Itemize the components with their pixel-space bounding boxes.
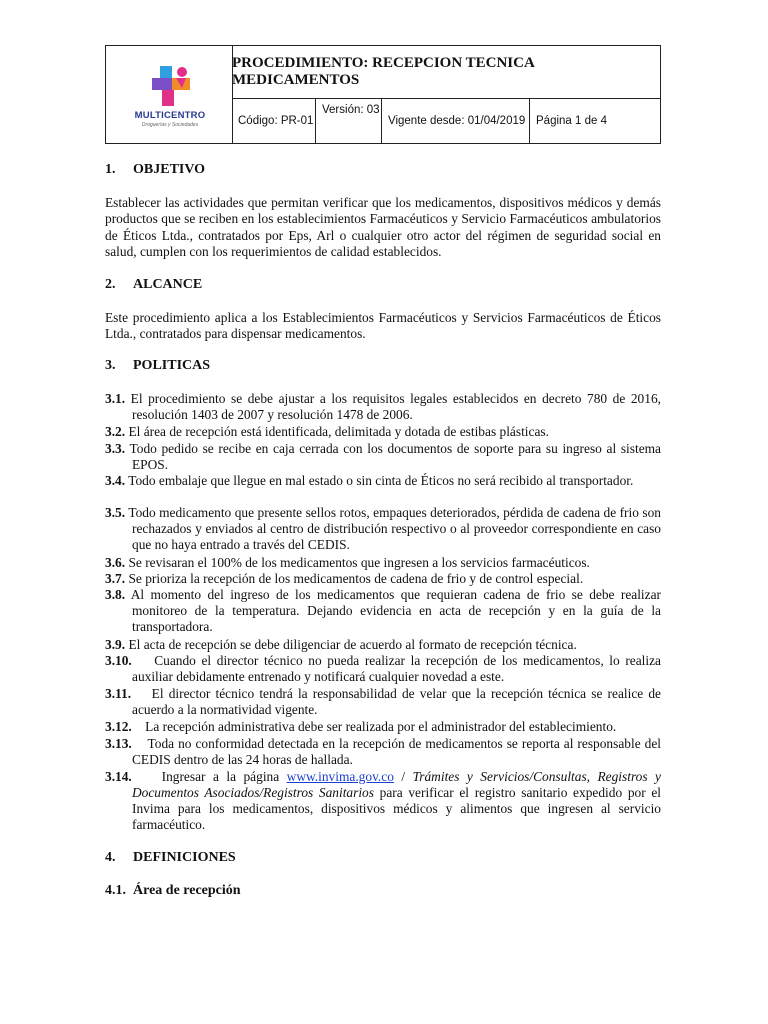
- policy-item: 3.11. El director técnico tendrá la responsabilidad de velar que la recepción técnica se realice de acuerdo a la normatividad vigente.: [105, 686, 662, 717]
- multicentro-logo-icon: [146, 64, 196, 110]
- policy-item: 3.3. Todo pedido se recibe en caja cerrada con los documentos de soporte para su ingreso al sistema EPOS.: [105, 441, 661, 472]
- vigente-cell: Vigente desde: 01/04/2019: [382, 98, 530, 143]
- policy-item: 3.1. El procedimiento se debe ajustar a los requisitos legales establecidos en decreto 780 de 2016, resolución 1403 de 2007 y resolución 1478 de 2006.: [105, 391, 661, 422]
- policy-item: 3.5. Todo medicamento que presente sellos rotos, empaques deteriorados, pérdida de cadena de frio son rechazados y enviados al centro de distribución respectivo o al proveedor correspondiente en caso que no haya entrado a través del CEDIS.: [105, 505, 661, 552]
- policy-item-invima: 3.14. Ingresar a la página www.invima.gov.co / Trámites y Servicios/Consultas, Registros y Documentos Asociados/Registros Sanitarios para verificar el registro sanitario expedido por el Invima para los medicamentos, dispositivos médicos y alimentos que ingresen al servicio farmacéutico.: [105, 769, 661, 832]
- codigo-cell: Código: PR-01: [232, 98, 316, 143]
- section-heading-objetivo: 1. OBJETIVO: [105, 162, 206, 177]
- policy-item: 3.9. El acta de recepción se debe diligenciar de acuerdo al formato de recepción técnica.: [105, 637, 577, 652]
- invima-link[interactable]: www.invima.gov.co: [286, 769, 394, 784]
- logo-cell: [106, 46, 233, 143]
- policy-item: 3.6. Se revisaran el 100% de los medicamentos que ingresen a los servicios farmacéuticos.: [105, 555, 590, 570]
- pagina-cell: Página 1 de 4: [536, 114, 607, 127]
- section-heading-politicas: 3. POLITICAS: [105, 358, 211, 373]
- policy-item: 3.12. La recepción administrativa debe ser realizada por el administrador del establecimiento.: [105, 719, 617, 734]
- document-header-table: [105, 45, 661, 144]
- policy-item: 3.8. Al momento del ingreso de los medicamentos que requieran cadena de frio se debe realizar monitoreo de la temperatura. Dejando evidencia en acta de recepción y en la guía de la transportadora.: [105, 587, 661, 634]
- section-heading-definiciones: 4. DEFINICIONES: [105, 850, 236, 865]
- policy-item: 3.7. Se prioriza la recepción de los medicamentos de cadena de frio y de control especial.: [105, 571, 584, 586]
- subsection-heading-area-recepcion: 4.1. Área de recepción: [105, 883, 241, 898]
- policy-item: 3.13. Toda no conformidad detectada en la recepción de medicamentos se reporta al responsable del CEDIS dentro de las 24 horas de hallada.: [105, 736, 661, 767]
- logo-wordmark: MULTICENTRO: [134, 110, 206, 121]
- version-cell: Versión: 03: [316, 98, 382, 143]
- policy-item: 3.10. Cuando el director técnico no pueda realizar la recepción de los medicamentos, lo realiza auxiliar debidamente entrenado y notificará cualquier novedad a este.: [105, 653, 661, 684]
- policy-item: 3.4. Todo embalaje que llegue en mal estado o sin cinta de Éticos no será recibido al transportador.: [105, 473, 634, 488]
- header-meta-row: [232, 98, 660, 143]
- policy-item: 3.2. El área de recepción está identificada, delimitada y dotada de estibas plásticas.: [105, 424, 549, 439]
- objetivo-paragraph: Establecer las actividades que permitan verificar que los medicamentos, dispositivos médicos y demás productos que se reciben en los establecimientos Farmacéuticos y Servicio Farmacéuticos ambulatorios de Éticos Ltda., contratados por Eps, Arl o cualquier otro actor del régimen de seguridad social en salud, cumplen con los requerimientos de calidad establecidos.: [105, 195, 661, 260]
- alcance-paragraph: Este procedimiento aplica a los Establecimientos Farmacéuticos y Servicios Farmacéuticos de Éticos Ltda., contratados para dispensar medicamentos.: [105, 310, 661, 342]
- logo-tagline: Droguerías y Sociedades: [141, 122, 199, 128]
- section-heading-alcance: 2. ALCANCE: [105, 277, 203, 292]
- document-title: PROCEDIMIENTO: RECEPCION TECNICA MEDICAMENTOS: [232, 46, 660, 99]
